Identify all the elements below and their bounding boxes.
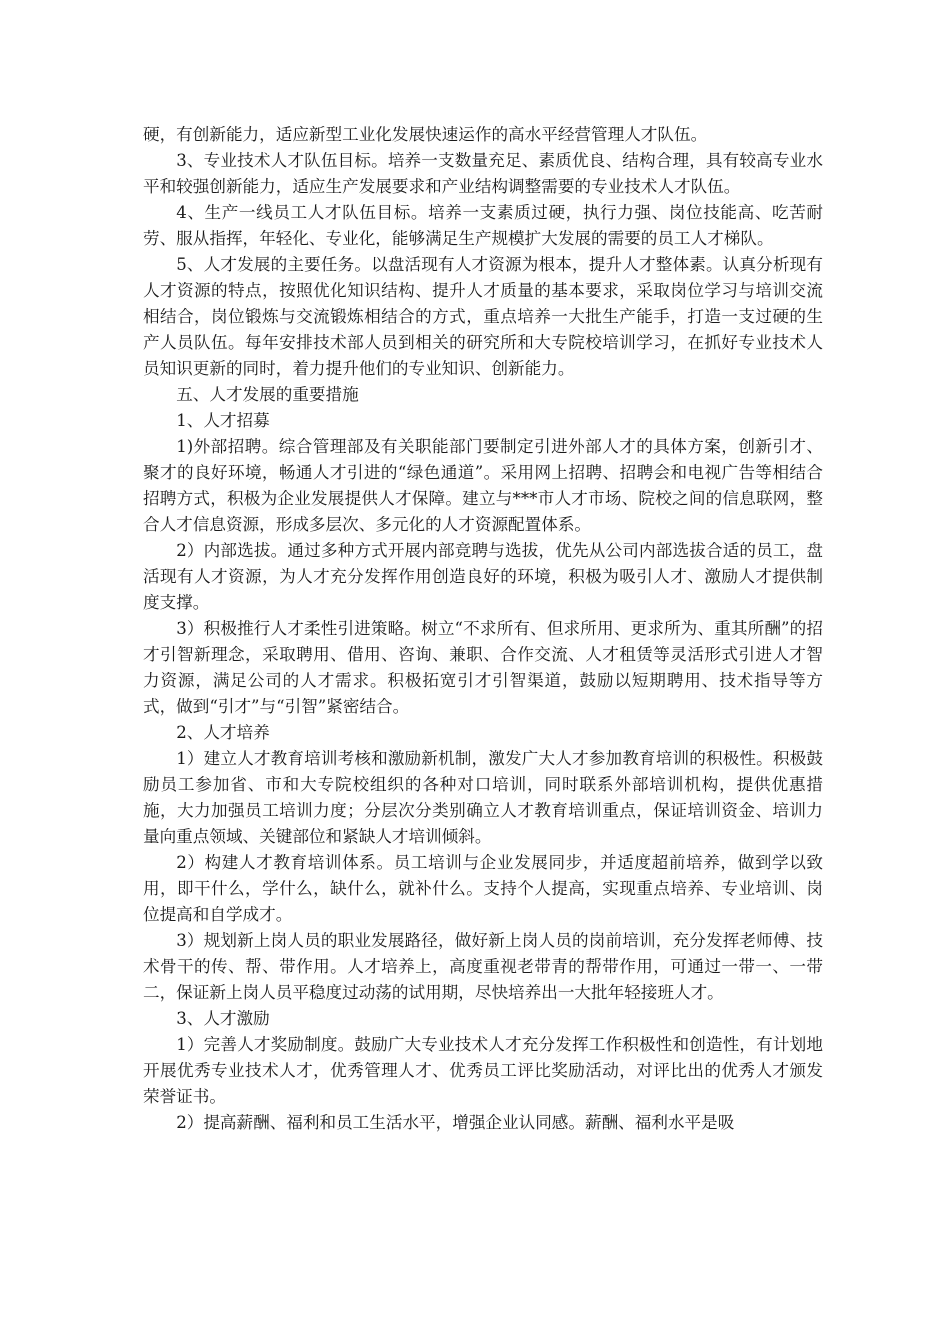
paragraph-continuation: 硬，有创新能力，适应新型工业化发展快速运作的高水平经营管理人才队伍。 xyxy=(143,125,708,144)
paragraph-main-tasks: 5、人才发展的主要任务。以盘活现有人才资源为根本，提升人才整体素。认真分析现有人才资源的特点，按照优化知识结构、提升人才质量的基本要求，采取岗位学习与培训交流相结合，岗位锻炼与交流锻炼相结合的方式，重点培养一大批生产能手，打造一支过硬的生产人员队伍。每年安排技术部人员到相关的研究所和大专院校培训学习，在抓好专业技术人员知识更新的同时，着力提升他们的专业知识、创新能力。 xyxy=(143,255,823,378)
subheading-incentives: 3、人才激励 xyxy=(176,1009,270,1028)
paragraph-flexible-introduction: 3）积极推行人才柔性引进策略。树立“不求所有、但求所用、更求所为、重其所酬”的招才引智新理念，采取聘用、借用、咨询、兼职、合作交流、人才租赁等灵活形式引进人才智力资源，满足公司的人才需求。积极拓宽引才引智渠道，鼓励以短期聘用、技术指导等方式，做到“引才”与“引智”紧密结合。 xyxy=(143,619,823,716)
paragraph-internal-selection: 2）内部选拔。通过多种方式开展内部竞聘与选拔，优先从公司内部选拔合适的员工，盘活现有人才资源，为人才充分发挥作用创造良好的环境，积极为吸引人才、激励人才提供制度支撑。 xyxy=(143,541,823,612)
subheading-recruitment: 1、人才招募 xyxy=(176,411,270,430)
paragraph-reward-system: 1）完善人才奖励制度。鼓励广大专业技术人才充分发挥工作积极性和创造性，有计划地开展优秀专业技术人才，优秀管理人才、优秀员工评比奖励活动，对评比出的优秀人才颁发荣誉证书。 xyxy=(143,1035,823,1106)
paragraph-tech-talent-goal: 3、专业技术人才队伍目标。培养一支数量充足、素质优良、结构合理，具有较高专业水平和较强创新能力，适应生产发展要求和产业结构调整需要的专业技术人才队伍。 xyxy=(143,151,823,196)
paragraph-training-mechanism: 1）建立人才教育培训考核和激励新机制，激发广大人才参加教育培训的积极性。积极鼓励员工参加省、市和大专院校组织的各种对口培训，同时联系外部培训机构，提供优惠措施，大力加强员工培训力度；分层次分类别确立人才教育培训重点，保证培训资金、培训力量向重点领域、关键部位和紧缺人才培训倾斜。 xyxy=(143,749,823,846)
subheading-training: 2、人才培养 xyxy=(176,723,270,742)
paragraph-salary-welfare: 2）提高薪酬、福利和员工生活水平，增强企业认同感。薪酬、福利水平是吸 xyxy=(176,1113,735,1132)
paragraph-career-path: 3）规划新上岗人员的职业发展路径，做好新上岗人员的岗前培训，充分发挥老师傅、技术骨干的传、帮、带作用。人才培养上，高度重视老带青的帮带作用，可通过一带一、一带二，保证新上岗人员平稳度过动荡的试用期，尽快培养出一大批年轻接班人才。 xyxy=(143,931,823,1002)
document-page xyxy=(143,122,823,1136)
paragraph-external-recruitment: 1)外部招聘。综合管理部及有关职能部门要制定引进外部人才的具体方案，创新引才、聚才的良好环境，畅通人才引进的“绿色通道”。采用网上招聘、招聘会和电视广告等相结合招聘方式，积极为企业发展提供人才保障。建立与***市人才市场、院校之间的信息联网，整合人才信息资源，形成多层次、多元化的人才资源配置体系。 xyxy=(143,437,823,534)
section-heading-measures: 五、人才发展的重要措施 xyxy=(176,385,359,404)
paragraph-training-system: 2）构建人才教育培训体系。员工培训与企业发展同步，并适度超前培养，做到学以致用，即干什么，学什么，缺什么，就补什么。支持个人提高，实现重点培养、专业培训、岗位提高和自学成才。 xyxy=(143,853,823,924)
paragraph-frontline-goal: 4、生产一线员工人才队伍目标。培养一支素质过硬，执行力强、岗位技能高、吃苦耐劳、服从指挥，年轻化、专业化，能够满足生产规模扩大发展的需要的员工人才梯队。 xyxy=(143,203,823,248)
